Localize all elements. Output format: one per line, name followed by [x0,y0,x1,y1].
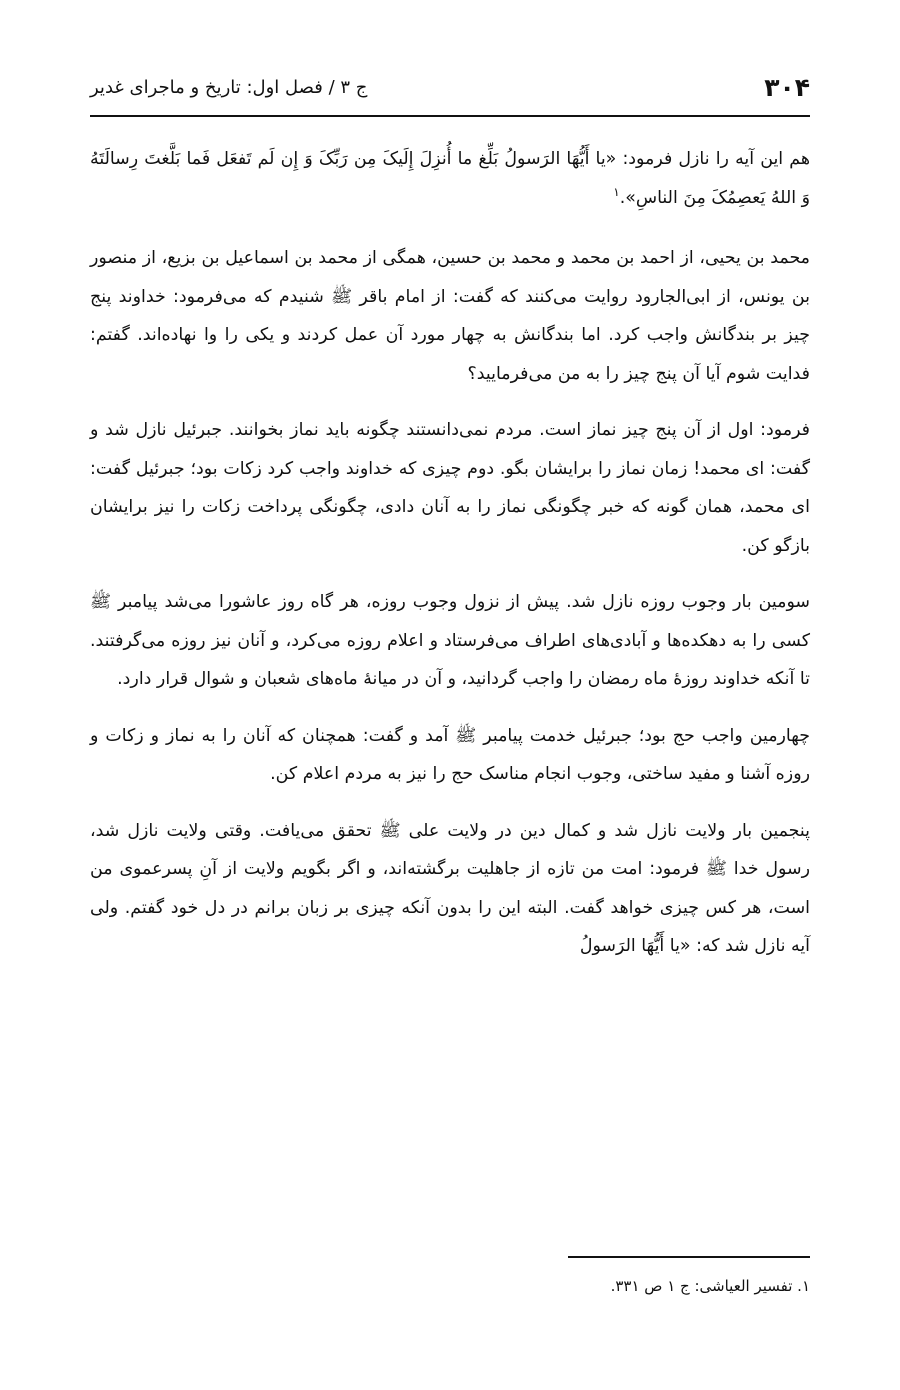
running-title: ج ۳ / فصل اول: تاریخ و ماجرای غدیر [90,76,368,98]
footnote-divider [568,1256,810,1258]
page-number: ۳۰۴ [764,72,810,102]
paragraph-1 [90,140,810,217]
footnote-reference: ۱ [613,184,620,199]
page-header [90,62,810,112]
paragraph-5: چهارمین واجب حج بود؛ جبرئیل خدمت پیامبر ﷺ آمد و گفت: همچنان که آنان را به نماز و زکات و روزه آشنا و مفید ساختی، وجوب انجام مناسک حج را نیز به مردم اعلام کن. [90,725,810,784]
header-divider [90,115,810,117]
footnote: ۱. تفسیر العیاشی: ج ۱ ص ۳۳۱. [610,1277,810,1295]
paragraph-1-text: هم این آیه را نازل فرمود: «یا أَیُّهَا الرَسولُ بَلِّغ ما أُنزِلَ إِلَیکَ مِن رَبِّکَ وَ إِن لَم تَفعَل فَما بَلَّغتَ رِسالَتَهُ وَ اللهُ یَعصِمُکَ مِنَ الناسِ». [90,149,810,208]
body-text [90,140,810,984]
paragraph-4: سومین بار وجوب روزه نازل شد. پیش از نزول وجوب روزه، هر گاه روز عاشورا می‌شد پیامبر ﷺ کسی را به دهکده‌ها و آبادی‌های اطراف می‌فرستاد و اعلام روزه می‌کرد، و آنان نیز روزه می‌گرفتند. تا آنکه خداوند روزهٔ ماه رمضان را واجب گردانید، و آن در میانهٔ ماه‌های شعبان و شوال قرار دارد. [90,592,810,689]
paragraph-2: محمد بن یحیی، از احمد بن محمد و محمد بن حسین، همگی از محمد بن اسماعیل بن بزیع، از منصور بن یونس، از ابی‌الجارود روایت می‌کنند که گفت: از امام باقر ﷺ شنیدم که می‌فرمود: خداوند پنج چیز بر بندگانش واجب کرد. اما بندگانش به چهار مورد آن عمل کردند و یکی را وا نهاده‌اند. گفتم: فدایت شوم آیا آن پنج چیز را به من می‌فرمایید؟ [90,248,810,384]
paragraph-6: پنجمین بار ولایت نازل شد و کمال دین در ولایت علی ﷺ تحقق می‌یافت. وقتی ولایت نازل شد، رسول خدا ﷺ فرمود: امت من تازه از جاهلیت برگشته‌اند، و اگر بگویم ولایت از آنِ پسرعموی من است، هر کس چیزی خواهد گفت. البته این را بدون آنکه چیزی بر زبان برانم در دل خود گفتم. ولی آیه نازل شد که: «یا أَیُّهَا الرَسولُ [90,820,810,956]
paragraph-3: فرمود: اول از آن پنج چیز نماز است. مردم نمی‌دانستند چگونه باید نماز بخوانند. جبرئیل نازل شد و گفت: ای محمد! زمان نماز را برایشان بگو. دوم چیزی که خداوند واجب کرد زکات بود؛ جبرئیل گفت: ای محمد، همان گونه که خبر چگونگی نماز را به آنان دادی، چگونگی پرداخت زکات را نیز برایشان بازگو کن. [90,420,810,556]
